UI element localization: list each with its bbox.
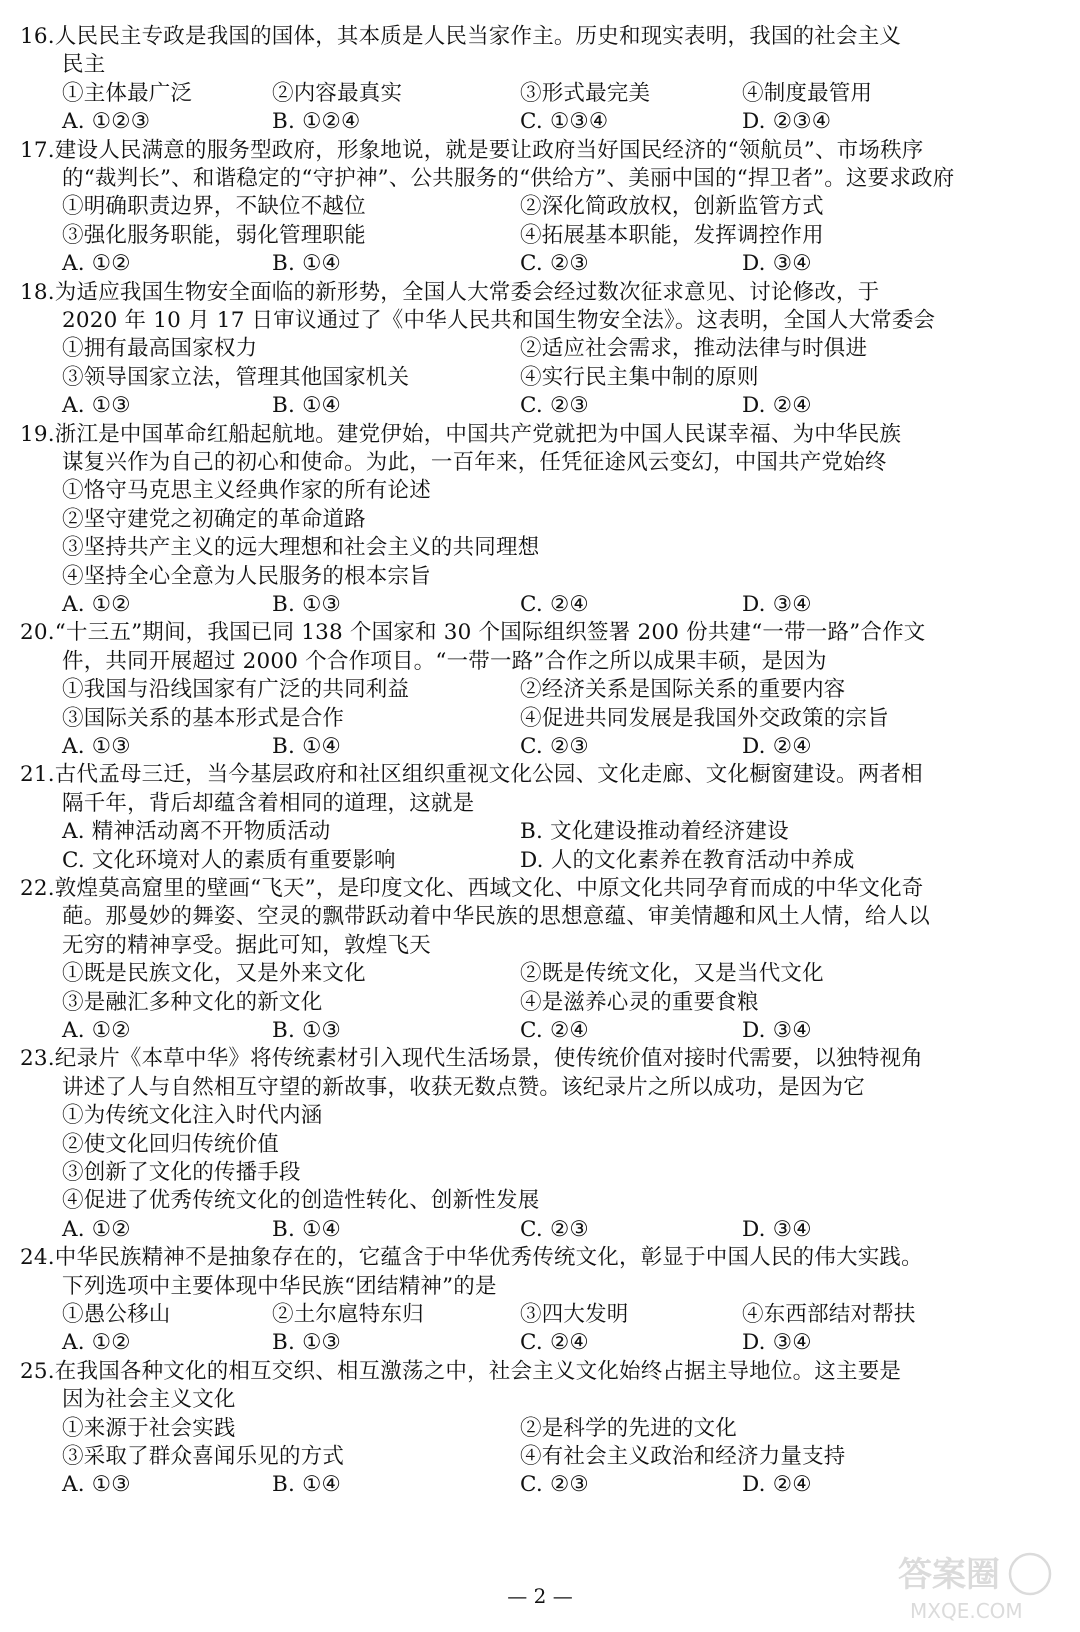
answer-choice: D. ③④ (742, 1330, 812, 1356)
question-stem-line: 19.浙江是中国革命红船起航地。建党伊始，中国共产党就把为中国人民谋幸福、为中华民族 (20, 421, 902, 447)
question-stem-line: 谋复兴作为自己的初心和使命。为此，一百年来，任凭征途风云变幻，中国共产党始终 (62, 450, 887, 475)
statement-item: ①来源于社会实践 (62, 1415, 236, 1441)
statement-item: ②是科学的先进的文化 (520, 1415, 738, 1441)
answer-choice: B. ①④ (272, 1472, 342, 1498)
answer-choice: C. ②③ (520, 1472, 589, 1498)
statement-item: ③四大发明 (520, 1302, 629, 1327)
answer-choice: A. 精神活动离不开物质活动 (62, 819, 331, 845)
statement-item: ④实行民主集中制的原则 (520, 364, 759, 390)
answer-choice: D. 人的文化素养在教育活动中养成 (520, 847, 855, 873)
answer-choice: C. ②④ (520, 1330, 589, 1356)
statement-item: ④促进了优秀传统文化的创造性转化、创新性发展 (62, 1188, 540, 1214)
question-stem-line: 18.为适应我国生物安全面临的新形势，全国人大常委会经过数次征求意见、讨论修改，于 (20, 279, 880, 305)
question-stem-line: 葩。那曼妙的舞姿、空灵的飘带跃动着中华民族的思想意蕴、审美情趣和风土人情，给人以 (62, 904, 931, 930)
answer-choice: C. ②④ (520, 1018, 589, 1043)
statement-item: ②土尔扈特东归 (272, 1302, 424, 1327)
question-stem-line: 隔千年，背后却蕴含着相同的道理，这就是 (62, 790, 475, 816)
question-stem-line: 16.人民民主专政是我国的国体，其本质是人民当家作主。历史和现实表明，我国的社会主义 (20, 24, 902, 49)
question-stem-line: 21.古代孟母三迁，当今基层政府和社区组织重视文化公园、文化走廊、文化橱窗建设。两者相 (20, 762, 923, 788)
statement-item: ④促进共同发展是我国外交政策的宗旨 (520, 705, 889, 731)
answer-choice: B. ①③ (272, 592, 342, 617)
answer-choice: D. ②④ (742, 393, 812, 419)
statement-item: ④东西部结对帮扶 (742, 1302, 916, 1327)
answer-choice: A. ①② (62, 592, 131, 617)
statement-item: ③国际关系的基本形式是合作 (62, 705, 345, 731)
answer-choice: D. ③④ (742, 251, 812, 277)
statement-item: ②适应社会需求，推动法律与时俱进 (520, 336, 868, 362)
answer-choice: A. ①② (62, 1330, 131, 1356)
statement-item: ②使文化回归传统价值 (62, 1131, 280, 1157)
answer-choice: B. ①②④ (272, 109, 361, 135)
statement-item: ①我国与沿线国家有广泛的共同利益 (62, 677, 410, 703)
answer-choice: C. ①③④ (520, 109, 609, 135)
statement-item: ②经济关系是国际关系的重要内容 (520, 677, 846, 703)
answer-choice: B. ①④ (272, 393, 342, 419)
statement-item: ③坚持共产主义的远大理想和社会主义的共同理想 (62, 535, 540, 561)
answer-choice: C. ②④ (520, 592, 589, 617)
statement-item: ④拓展基本职能，发挥调控作用 (520, 222, 824, 248)
answer-choice: D. ②③④ (742, 109, 832, 135)
watermark-logo (892, 1546, 1062, 1624)
answer-choice: B. 文化建设推动着经济建设 (520, 819, 789, 845)
statement-item: ①明确职责边界，不缺位不越位 (62, 194, 366, 220)
statement-item: ④坚持全心全意为人民服务的根本宗旨 (62, 563, 431, 589)
statement-item: ②既是传统文化，又是当代文化 (520, 961, 824, 987)
answer-choice: C. ②③ (520, 251, 589, 277)
question-stem-line: 讲述了人与自然相互守望的新故事，收获无数点赞。该纪录片之所以成功，是因为它 (62, 1074, 865, 1100)
answer-choice: B. ①④ (272, 1216, 342, 1242)
question-stem-line: 23.纪录片《本草中华》将传统素材引入现代生活场景，使传统价值对接时代需要，以独特视角 (20, 1046, 923, 1072)
question-stem-line: 22.敦煌莫高窟里的壁画“飞天”，是印度文化、西域文化、中原文化共同孕育而成的中华文化奇 (20, 876, 924, 901)
statement-item: ①既是民族文化，又是外来文化 (62, 961, 366, 987)
statement-item: ③采取了群众喜闻乐见的方式 (62, 1444, 345, 1469)
statement-item: ①拥有最高国家权力 (62, 336, 258, 362)
statement-item: ④制度最管用 (742, 80, 873, 106)
statement-item: ①恪守马克思主义经典作家的所有论述 (62, 478, 431, 504)
answer-choice: C. ②③ (520, 734, 589, 759)
question-stem-line: 无穷的精神享受。据此可知，敦煌飞天 (62, 932, 431, 958)
question-stem-line: 的“裁判长”、和谐稳定的“守护神”、公共服务的“供给方”、美丽中国的“捍卫者”。这要求政府 (62, 166, 955, 191)
statement-item: ②坚守建党之初确定的革命道路 (62, 506, 366, 532)
answer-choice: D. ②④ (742, 1472, 812, 1498)
question-stem-line: 24.中华民族精神不是抽象存在的，它蕴含于中华优秀传统文化，彰显于中国人民的伟大实践。 (20, 1245, 923, 1271)
statement-item: ④是滋养心灵的重要食粮 (520, 989, 759, 1015)
answer-choice: B. ①③ (272, 1018, 342, 1043)
watermark-top-text: 答案圈 (898, 1555, 1000, 1595)
answer-choice: A. ①② (62, 251, 131, 277)
answer-choice: A. ①③ (62, 1472, 131, 1498)
statement-item: ②深化简政放权，创新监管方式 (520, 194, 824, 220)
answer-choice: D. ③④ (742, 592, 812, 617)
answer-choice: A. ①② (62, 1018, 131, 1043)
page-number: — 2 — (507, 1584, 573, 1608)
statement-item: ③强化服务职能，弱化管理职能 (62, 222, 366, 248)
statement-item: ①为传统文化注入时代内涵 (62, 1103, 323, 1129)
statement-item: ③领导国家立法，管理其他国家机关 (62, 364, 410, 390)
statement-item: ③是融汇多种文化的新文化 (62, 989, 323, 1015)
question-stem-line: 下列选项中主要体现中华民族“团结精神”的是 (62, 1273, 497, 1299)
answer-choice: A. ①②③ (62, 109, 151, 135)
answer-choice: D. ③④ (742, 1216, 812, 1242)
statement-item: ①主体最广泛 (62, 80, 193, 106)
answer-choice: C. ②③ (520, 393, 589, 419)
question-stem-line: 民主 (62, 52, 106, 78)
question-stem-line: 17.建设人民满意的服务型政府，形象地说，就是要让政府当好国民经济的“领航员”、市场秩序 (20, 137, 924, 163)
question-stem-line: 2020 年 10 月 17 日审议通过了《中华人民共和国生物安全法》。这表明，全国人大常委会 (62, 308, 936, 333)
question-stem-line: 25.在我国各种文化的相互交织、相互激荡之中，社会主义文化始终占据主导地位。这主要是 (20, 1358, 902, 1384)
answer-choice: A. ①③ (62, 393, 131, 419)
statement-item: ①愚公移山 (62, 1302, 171, 1327)
answer-choice: D. ③④ (742, 1018, 812, 1043)
statement-item: ④有社会主义政治和经济力量支持 (520, 1444, 846, 1469)
answer-choice: C. ②③ (520, 1216, 589, 1242)
answer-choice: D. ②④ (742, 734, 812, 759)
watermark-bottom-text: MXQE.COM (910, 1599, 1023, 1623)
answer-choice: A. ①② (62, 1216, 131, 1242)
question-stem-line: 件，共同开展超过 2000 个合作项目。“一带一路”合作之所以成果丰硕，是因为 (62, 648, 827, 674)
question-stem-line: 20.“十三五”期间，我国已同 138 个国家和 30 个国际组织签署 200 份共建“一带一路”合作文 (20, 620, 926, 646)
answer-choice: A. ①③ (62, 734, 131, 759)
statement-item: ②内容最真实 (272, 80, 403, 106)
answer-choice: B. ①③ (272, 1330, 342, 1356)
statement-item: ③创新了文化的传播手段 (62, 1160, 301, 1185)
answer-choice: B. ①④ (272, 734, 342, 759)
answer-choice: C. 文化环境对人的素质有重要影响 (62, 847, 396, 873)
question-stem-line: 因为社会主义文化 (62, 1387, 236, 1413)
answer-choice: B. ①④ (272, 251, 342, 277)
statement-item: ③形式最完美 (520, 80, 651, 106)
